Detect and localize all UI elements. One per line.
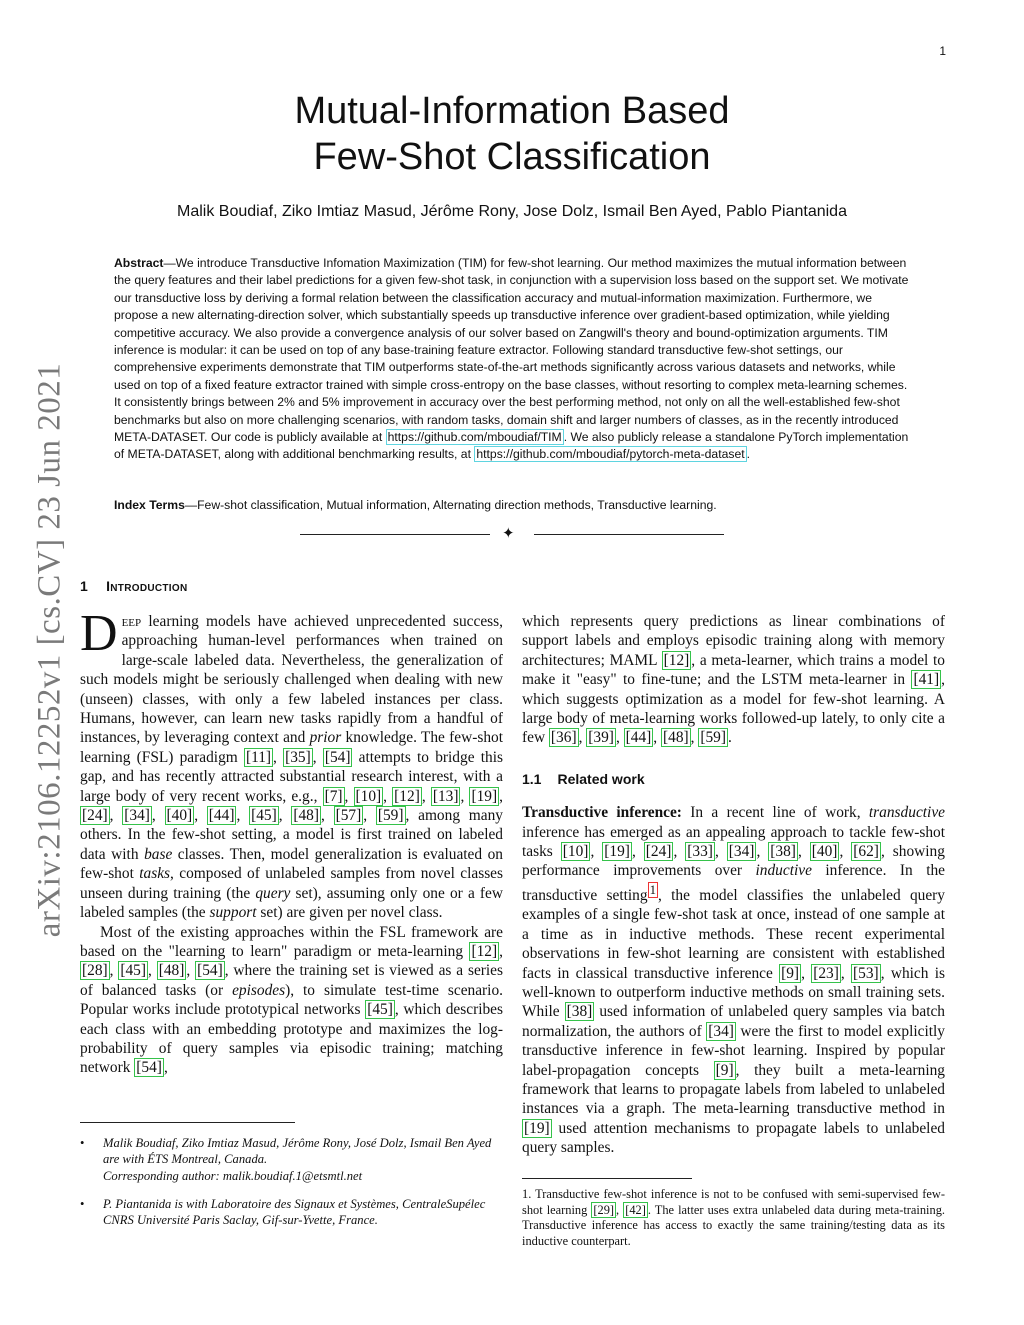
text: used information of unlabeled query samples via batch normalization, the authors of: [522, 1003, 945, 1040]
citation-link[interactable]: [40]: [811, 843, 838, 861]
text: used attention mechanisms to propagate labels to unlabeled query samples.: [522, 1119, 945, 1157]
citation-link[interactable]: [39]: [588, 729, 614, 747]
sep: ,: [421, 787, 431, 805]
text: inference has emerged as an appealing approach to tackle few-shot tasks: [522, 823, 945, 861]
sep: ,: [653, 729, 661, 747]
citation-link[interactable]: [24]: [645, 843, 672, 861]
sep: ,: [631, 843, 644, 861]
page-number: 1: [939, 44, 946, 58]
divider-line-left: [300, 534, 490, 535]
text: Most of the existing approaches within the FSL framework are based on the "learning to learn" paradigm or meta-learning: [80, 923, 503, 960]
citation-link[interactable]: [59]: [377, 807, 404, 825]
footnote-rule-right: [522, 1178, 692, 1179]
left-column: [80, 605, 504, 1078]
emphasis: query: [255, 884, 291, 902]
footnote-text: 1. Transductive few-shot inference is not to be confused with semi-supervised few-shot learning: [522, 1187, 945, 1217]
code-link[interactable]: https://github.com/mboudiaf/TIM: [387, 430, 562, 445]
citation-link[interactable]: [12]: [394, 787, 420, 805]
citation-link[interactable]: [36]: [550, 729, 577, 747]
index-terms: [114, 498, 912, 512]
arxiv-stamp: arXiv:2106.12252v1 [cs.CV] 23 Jun 2021: [31, 362, 68, 938]
sep: ,: [109, 807, 123, 825]
text: , the model classifies the unlabeled query examples of a single few-shot task at once, instead of one sample at a time as in inductive methods. These recent experimental observations in few-shot learning are consistent with established facts in classical transductive inference: [522, 887, 945, 982]
abstract-text: We introduce Transductive Infomation Maximization (TIM) for few-shot learning. Our method maximizes the mutual information between the query features and their label predictions for a given few-shot task, in conjunction with a supervision loss based on the support set. We motivate our transductive loss by deriving a formal relation between the classification accuracy and mutual-information maximization. Furthermore, we propose a new alternating-direction solver, which substantially speeds up transductive inference over gradient-based optimization, while yielding competitive accuracy. We also provide a convergence analysis of our solver based on Zangwill's theory and bound-optimization arguments. TIM inference is modular: it can be used on top of any base-training feature extractor. Following standard transductive few-shot settings, our comprehensive experiments demonstrate that TIM outperforms state-of-the-art methods significantly across various datasets and networks, while used on top of a fixed feature extractor trained with simple cross-entropy on the base classes, without resorting to complex meta-learning schemes. It consistently brings between 2% and 5% improvement in accuracy over the best performing method, not only on all the well-established few-shot benchmarks but also on more challenging scenarios, with random tasks, domain shift and larger numbers of classes, as in the recently introduced META-DATASET. Our code is publicly available at: [114, 256, 909, 445]
text: learning models have achieved unprecedented success, approaching human-level performances when trained on large-scale labeled data. Nevertheless, the generalization of such models might be seriously challenged when dealing with new (unseen) classes, with only a few labeled instances per class. Humans, however, can learn new tasks rapidly from a handful of instances, by leveraging context and: [80, 613, 503, 747]
sep: ,: [673, 843, 686, 861]
text: set) are given per novel class.: [256, 904, 443, 922]
citation-link[interactable]: [54]: [324, 748, 351, 766]
sep: ,: [236, 807, 250, 825]
citation-link[interactable]: [13]: [432, 787, 459, 805]
citation-link[interactable]: [40]: [166, 807, 193, 825]
emphasis: prior: [309, 729, 342, 747]
paragraph-lead: Transductive inference:: [522, 804, 682, 822]
meta-dataset-link[interactable]: https://github.com/mboudiaf/pytorch-meta-dataset: [476, 447, 745, 462]
citation-link[interactable]: [34]: [124, 807, 150, 825]
citation-link[interactable]: [38]: [566, 1003, 593, 1021]
citation-link[interactable]: [34]: [708, 1022, 734, 1040]
text: , they built a meta-learning framework that learns to propagate labels from labeled to unlabeled instances via a graph. The meta-learning transductive method in: [522, 1061, 945, 1118]
sep: ,: [499, 942, 503, 960]
citation-link[interactable]: [29]: [593, 1202, 615, 1217]
text: classes. Then, model generalization is evaluated on few-shot: [80, 845, 503, 883]
citation-link[interactable]: [33]: [687, 843, 713, 861]
sep: ,: [344, 787, 354, 805]
sep: ,: [278, 807, 292, 825]
intro-paragraph-3: [522, 612, 945, 748]
abstract-text-2: . We also publicly release a standalone PyTorch implementation of META-DATASET, along with additional benchmarking results, at: [114, 430, 909, 462]
title-line-2: Few-Shot Classification: [313, 136, 711, 178]
text: In a recent line of work,: [681, 804, 869, 822]
text: .: [728, 729, 732, 747]
citation-link[interactable]: [19]: [471, 787, 498, 805]
emphasis: episodes: [232, 981, 286, 999]
citation-link[interactable]: [45]: [367, 1001, 393, 1019]
citation-link[interactable]: [45]: [251, 807, 277, 825]
citation-link[interactable]: [42]: [625, 1202, 646, 1217]
sep: ,: [797, 843, 810, 861]
affiliation-text: Malik Boudiaf, Ziko Imtiaz Masud, Jérôme Rony, José Dolz, Ismail Ben Ayed are with ÉTS Montreal, Canada.: [103, 1136, 492, 1167]
sep: ,: [801, 964, 812, 982]
text: set), assuming only one or a few labeled samples (the: [80, 884, 504, 922]
emphasis: tasks: [139, 865, 171, 883]
intro-paragraph-2: [80, 923, 503, 1078]
citation-link[interactable]: [11]: [245, 748, 272, 766]
citation-link[interactable]: [12]: [663, 651, 690, 669]
sep: ,: [186, 962, 196, 980]
drop-cap: D: [80, 605, 118, 662]
citation-link[interactable]: [7]: [324, 787, 343, 805]
intro-paragraph-1: [80, 605, 504, 923]
title-line-1: Mutual-Information Based: [294, 90, 730, 132]
text: knowledge. The few-shot learning (FSL) paradigm: [80, 729, 504, 766]
right-column: [522, 612, 945, 1158]
sep: ,: [499, 787, 503, 805]
text: , composed of unlabeled samples from novel classes unseen during training (the: [80, 865, 504, 902]
section-heading-introduction: [80, 578, 187, 594]
sep: ,: [839, 843, 852, 861]
sep: ,: [615, 729, 624, 747]
abstract-dash: —: [163, 256, 176, 270]
citation-link[interactable]: [62]: [853, 843, 879, 861]
citation-link[interactable]: [48]: [293, 807, 319, 825]
sep: ,: [460, 787, 470, 805]
footnote-text: . The latter uses extra unlabeled data during meta-training. Transductive inference has access to exactly the same training/testing data as its inductive counterpart.: [522, 1202, 945, 1248]
citation-link[interactable]: [35]: [285, 748, 311, 766]
emphasis: base: [144, 845, 173, 863]
emphasis: support: [209, 904, 257, 922]
sep: ,: [714, 843, 727, 861]
index-terms-label: Index Terms: [114, 498, 185, 512]
bullet-icon: •: [80, 1197, 85, 1211]
sep: ,: [320, 807, 334, 825]
subsection-number: 1.1: [522, 770, 542, 787]
sep: ,: [690, 729, 699, 747]
text: were the first to model explicitly transductive inference in few-shot learning. Inspired by popular label-propagation concepts: [522, 1022, 945, 1079]
abstract-label: Abstract: [114, 256, 164, 270]
sep: ,: [151, 807, 165, 825]
section-number: 1: [80, 578, 89, 594]
emphasis: transductive: [868, 804, 945, 822]
divider-line-right: [534, 534, 724, 535]
sep: ,: [383, 787, 393, 805]
author-list: Malik Boudiaf, Ziko Imtiaz Masud, Jérôme Rony, Jose Dolz, Ismail Ben Ayed, Pablo Piantanida: [177, 203, 847, 220]
text: inference. In the transductive setting: [522, 862, 945, 904]
divider-diamond-icon: ✦: [502, 526, 515, 542]
citation-link[interactable]: [28]: [82, 962, 108, 980]
sep: ,: [109, 962, 119, 980]
subsection-heading-related-work: [522, 770, 945, 789]
citation-link[interactable]: [54]: [136, 1059, 162, 1077]
text: , which describes each class with an embedding prototype and maximizes the log-probability of query samples via episodic training; matching network: [80, 1001, 504, 1077]
citation-link[interactable]: [10]: [355, 787, 382, 805]
citation-link[interactable]: [9]: [715, 1061, 734, 1079]
sep: ,: [312, 748, 323, 766]
citation-link[interactable]: [12]: [471, 942, 498, 960]
text: attempts to bridge this gap, and has recently attracted substantial research interest, with a large body of very recent works, e.g.,: [80, 748, 503, 805]
abstract: [114, 255, 912, 464]
citation-link[interactable]: [19]: [524, 1119, 550, 1137]
text: , a meta-learner, which trains a model to make it "easy" to fine-tune; and the LSTM meta-learner in: [522, 651, 945, 689]
citation-link[interactable]: [48]: [663, 729, 689, 747]
citation-link[interactable]: [44]: [625, 729, 652, 747]
sep: ,: [590, 843, 603, 861]
citation-link[interactable]: [44]: [208, 807, 235, 825]
sep: ,: [148, 962, 157, 980]
footnote-marker[interactable]: 1: [649, 882, 656, 897]
sep: ,: [840, 964, 852, 982]
citation-link[interactable]: [38]: [770, 843, 796, 861]
citation-link[interactable]: [45]: [120, 962, 147, 980]
citation-link[interactable]: [41]: [913, 671, 940, 689]
related-work-paragraph: [522, 803, 945, 1157]
citation-link[interactable]: [57]: [335, 807, 362, 825]
citation-link[interactable]: [59]: [700, 729, 727, 747]
emphasis: inductive: [755, 862, 812, 880]
index-terms-text: —Few-shot classification, Mutual information, Alternating direction methods, Transductive learning.: [184, 498, 717, 512]
sep: ,: [194, 807, 207, 825]
corresponding-author: Corresponding author: malik.boudiaf.1@etsmtl.net: [103, 1168, 363, 1183]
text: , where the training set is viewed as a series of balanced tasks (or: [80, 962, 503, 999]
sep: ,: [578, 729, 587, 747]
text: ), to simulate test-time scenario. Popular works include prototypical networks: [80, 981, 503, 1019]
text: , which suggests optimization as a model for few-shot learning. A large body of meta-learning works followed-up lately, to only cite a few: [522, 671, 945, 747]
footnote-rule: [80, 1122, 295, 1123]
sep: ,: [756, 843, 769, 861]
citation-link[interactable]: [10]: [562, 843, 589, 861]
citation-link[interactable]: [23]: [813, 964, 839, 982]
citation-link[interactable]: [34]: [728, 843, 755, 861]
sep: ,: [363, 807, 376, 825]
drop-cap-smallcaps: eep: [121, 613, 142, 630]
affiliation-text: P. Piantanida is with Laboratoire des Signaux et Systèmes, CentraleSupélec CNRS Université Paris Saclay, Gif-sur-Yvette, France.: [103, 1197, 486, 1228]
section-title: Introduction: [106, 578, 188, 594]
paper-title: [0, 88, 1024, 180]
affiliation-1: [80, 1135, 503, 1184]
citation-link[interactable]: [24]: [82, 807, 108, 825]
affiliation-2: [80, 1196, 503, 1229]
sep: ,: [273, 748, 284, 766]
text: , which is well-known to outperform inductive methods on small training sets. While: [522, 964, 946, 1021]
citation-link[interactable]: [48]: [158, 962, 185, 980]
text: , among many others. In the few-shot setting, a model is first trained on labeled data with: [80, 807, 503, 863]
text: which represents query predictions as linear combinations of support labels and employs episodic training along with memory architectures; MAML: [522, 613, 945, 669]
citation-link[interactable]: [54]: [197, 962, 223, 980]
text: ,: [163, 1059, 168, 1077]
section-divider: [300, 524, 724, 544]
sep: ,: [616, 1202, 624, 1217]
footnote-1: [522, 1187, 945, 1249]
citation-link[interactable]: [19]: [604, 843, 630, 861]
subsection-title: Related work: [557, 770, 645, 787]
citation-link[interactable]: [9]: [781, 964, 800, 982]
abstract-end: .: [746, 447, 751, 462]
text: , showing performance improvements over: [522, 843, 945, 880]
citation-link[interactable]: [53]: [853, 964, 879, 982]
bullet-icon: •: [80, 1136, 85, 1150]
